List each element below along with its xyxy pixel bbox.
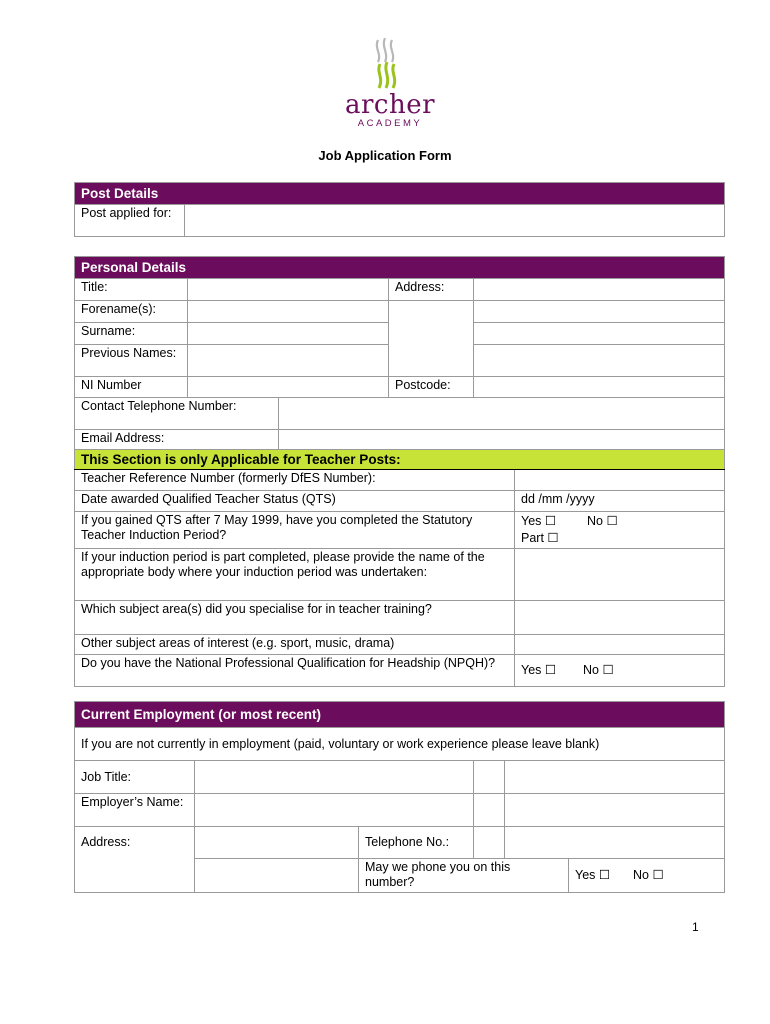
qts-date-label: Date awarded Qualified Teacher Status (QTS) — [75, 491, 515, 512]
previous-names-input[interactable] — [188, 345, 389, 377]
employer-address-input-2[interactable] — [195, 859, 359, 893]
induction-question: If you gained QTS after 7 May 1999, have you completed the Statutory Teacher Induction Period? — [75, 512, 515, 549]
personal-details-table — [74, 256, 725, 687]
postcode-label: Postcode: — [389, 377, 474, 398]
npqh-question: Do you have the National Professional Qualification for Headship (NPQH)? — [75, 655, 515, 687]
npqh-yes-checkbox[interactable]: Yes ☐ — [521, 663, 557, 677]
induction-options — [515, 512, 725, 549]
post-applied-label: Post applied for: — [75, 205, 185, 237]
title-input[interactable] — [188, 279, 389, 301]
personal-details-header: Personal Details — [75, 257, 725, 279]
surname-label: Surname: — [75, 323, 188, 345]
academy-logo — [340, 38, 440, 129]
address-label: Address: — [389, 279, 474, 301]
employer-address-label: Address: — [75, 827, 195, 893]
forenames-input[interactable] — [188, 301, 389, 323]
logo-leaves-icon — [370, 38, 410, 90]
phone-no-checkbox[interactable]: No ☐ — [633, 868, 664, 882]
teacher-section-header: This Section is only Applicable for Teacher Posts: — [75, 450, 725, 470]
employment-table — [74, 701, 725, 893]
forenames-label: Forename(s): — [75, 301, 188, 323]
employment-note: If you are not currently in employment (paid, voluntary or work experience please leave blank) — [75, 728, 725, 761]
employer-address-input-1[interactable] — [195, 827, 359, 859]
address-input-2[interactable] — [474, 301, 725, 323]
induction-body-question: If your induction period is part completed, please provide the name of the appropriate body where your induction period was undertaken: — [75, 549, 515, 601]
email-label: Email Address: — [75, 430, 279, 450]
phone-permission-question: May we phone you on this number? — [359, 859, 569, 893]
postcode-input[interactable] — [474, 377, 725, 398]
title-label: Title: — [75, 279, 188, 301]
previous-names-label: Previous Names: — [75, 345, 188, 377]
ni-number-input[interactable] — [188, 377, 389, 398]
specialise-input[interactable] — [515, 601, 725, 635]
induction-body-input[interactable] — [515, 549, 725, 601]
npqh-options — [515, 655, 725, 687]
address-input-1[interactable] — [474, 279, 725, 301]
other-subjects-input[interactable] — [515, 635, 725, 655]
npqh-no-checkbox[interactable]: No ☐ — [583, 663, 614, 677]
induction-no-checkbox[interactable]: No ☐ — [587, 514, 618, 528]
employer-extra[interactable] — [474, 794, 505, 827]
phone-yes-checkbox[interactable]: Yes ☐ — [575, 868, 611, 882]
post-details-header: Post Details — [75, 183, 725, 205]
address-input-4[interactable] — [474, 345, 725, 377]
job-title-extra[interactable] — [474, 761, 505, 794]
logo-name: archer — [344, 90, 436, 120]
job-title-input[interactable] — [195, 761, 474, 794]
page-number: 1 — [692, 920, 699, 934]
address-input-3[interactable] — [474, 323, 725, 345]
surname-input[interactable] — [188, 323, 389, 345]
qts-date-input[interactable]: dd /mm /yyyy — [515, 491, 725, 512]
form-title: Job Application Form — [318, 148, 452, 163]
specialise-question: Which subject area(s) did you specialise for in teacher training? — [75, 601, 515, 635]
phone-permission-options — [569, 859, 725, 893]
job-title-label: Job Title: — [75, 761, 195, 794]
employer-name-label: Employer’s Name: — [75, 794, 195, 827]
telephone-input-b[interactable] — [505, 827, 725, 859]
post-details-table — [74, 182, 725, 237]
phone-label: Contact Telephone Number: — [75, 398, 279, 430]
other-subjects-question: Other subject areas of interest (e.g. sport, music, drama) — [75, 635, 515, 655]
teacher-ref-label: Teacher Reference Number (formerly DfES Number): — [75, 470, 515, 491]
induction-yes-checkbox[interactable]: Yes ☐ — [521, 514, 557, 528]
teacher-ref-input[interactable] — [515, 470, 725, 491]
ni-number-label: NI Number — [75, 377, 188, 398]
email-input[interactable] — [279, 430, 725, 450]
logo-subtitle: ACADEMY — [357, 118, 423, 129]
telephone-input-a[interactable] — [474, 827, 505, 859]
telephone-label: Telephone No.: — [359, 827, 474, 859]
job-title-extra-2[interactable] — [505, 761, 725, 794]
induction-part-checkbox[interactable]: Part ☐ — [521, 531, 559, 545]
phone-input[interactable] — [279, 398, 725, 430]
employer-name-input[interactable] — [195, 794, 474, 827]
post-applied-input[interactable] — [185, 205, 725, 237]
employer-extra-2[interactable] — [505, 794, 725, 827]
address-spacer — [389, 301, 474, 377]
employment-header: Current Employment (or most recent) — [75, 702, 725, 728]
